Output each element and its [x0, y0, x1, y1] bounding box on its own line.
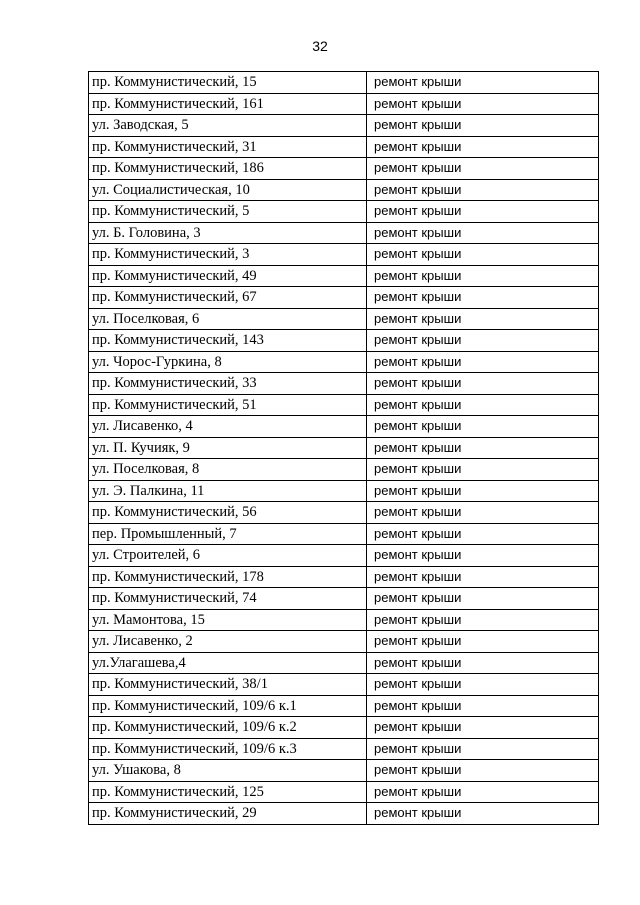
work-type-cell: ремонт крыши — [367, 265, 599, 287]
address-cell: пр. Коммунистический, 109/6 к.2 — [89, 717, 367, 739]
table-row — [89, 158, 599, 180]
address-cell: ул. Чорос-Гуркина, 8 — [89, 351, 367, 373]
table-row — [89, 330, 599, 352]
address-cell: пр. Коммунистический, 29 — [89, 803, 367, 825]
table-row — [89, 351, 599, 373]
address-cell: ул. Строителей, 6 — [89, 545, 367, 567]
work-type-cell: ремонт крыши — [367, 244, 599, 266]
address-cell: ул. Лисавенко, 4 — [89, 416, 367, 438]
work-type-cell: ремонт крыши — [367, 717, 599, 739]
work-type-cell: ремонт крыши — [367, 115, 599, 137]
table-row — [89, 781, 599, 803]
roof-repair-table — [88, 71, 599, 825]
table-row — [89, 437, 599, 459]
address-cell: пр. Коммунистический, 15 — [89, 72, 367, 94]
work-type-cell: ремонт крыши — [367, 609, 599, 631]
work-type-cell: ремонт крыши — [367, 287, 599, 309]
work-type-cell: ремонт крыши — [367, 459, 599, 481]
table-row — [89, 523, 599, 545]
work-type-cell: ремонт крыши — [367, 738, 599, 760]
address-cell: пр. Коммунистический, 178 — [89, 566, 367, 588]
work-type-cell: ремонт крыши — [367, 566, 599, 588]
work-type-cell: ремонт крыши — [367, 695, 599, 717]
table-row — [89, 416, 599, 438]
address-cell: ул. П. Кучияк, 9 — [89, 437, 367, 459]
address-cell: пр. Коммунистический, 49 — [89, 265, 367, 287]
work-type-cell: ремонт крыши — [367, 72, 599, 94]
table-row — [89, 287, 599, 309]
address-cell: ул.Улагашева,4 — [89, 652, 367, 674]
work-type-cell: ремонт крыши — [367, 222, 599, 244]
table-row — [89, 222, 599, 244]
work-type-cell: ремонт крыши — [367, 437, 599, 459]
table-row — [89, 459, 599, 481]
table-row — [89, 545, 599, 567]
work-type-cell: ремонт крыши — [367, 760, 599, 782]
address-cell: ул. Ушакова, 8 — [89, 760, 367, 782]
work-type-cell: ремонт крыши — [367, 523, 599, 545]
work-type-cell: ремонт крыши — [367, 158, 599, 180]
table-row — [89, 609, 599, 631]
address-cell: пр. Коммунистический, 3 — [89, 244, 367, 266]
table-row — [89, 652, 599, 674]
address-cell: пр. Коммунистический, 5 — [89, 201, 367, 223]
table-row — [89, 265, 599, 287]
work-type-cell: ремонт крыши — [367, 201, 599, 223]
table-row — [89, 115, 599, 137]
address-cell: пр. Коммунистический, 33 — [89, 373, 367, 395]
address-cell: пр. Коммунистический, 51 — [89, 394, 367, 416]
work-type-cell: ремонт крыши — [367, 545, 599, 567]
table-row — [89, 717, 599, 739]
table-row — [89, 760, 599, 782]
work-type-cell: ремонт крыши — [367, 480, 599, 502]
address-cell: пр. Коммунистический, 74 — [89, 588, 367, 610]
address-cell: ул. Заводская, 5 — [89, 115, 367, 137]
work-type-cell: ремонт крыши — [367, 308, 599, 330]
work-type-cell: ремонт крыши — [367, 674, 599, 696]
address-cell: пр. Коммунистический, 56 — [89, 502, 367, 524]
page-number: 32 — [312, 38, 328, 54]
address-cell: пр. Коммунистический, 67 — [89, 287, 367, 309]
work-type-cell: ремонт крыши — [367, 502, 599, 524]
table-row — [89, 201, 599, 223]
work-type-cell: ремонт крыши — [367, 136, 599, 158]
work-type-cell: ремонт крыши — [367, 803, 599, 825]
table-row — [89, 179, 599, 201]
work-type-cell: ремонт крыши — [367, 652, 599, 674]
table-row — [89, 631, 599, 653]
work-type-cell: ремонт крыши — [367, 330, 599, 352]
table-row — [89, 803, 599, 825]
table-row — [89, 72, 599, 94]
address-cell: ул. Лисавенко, 2 — [89, 631, 367, 653]
address-cell: ул. Поселковая, 8 — [89, 459, 367, 481]
address-cell: ул. Мамонтова, 15 — [89, 609, 367, 631]
table-row — [89, 695, 599, 717]
work-type-cell: ремонт крыши — [367, 93, 599, 115]
address-cell: пер. Промышленный, 7 — [89, 523, 367, 545]
address-cell: пр. Коммунистический, 143 — [89, 330, 367, 352]
work-type-cell: ремонт крыши — [367, 373, 599, 395]
table-row — [89, 588, 599, 610]
address-cell: ул. Э. Палкина, 11 — [89, 480, 367, 502]
work-type-cell: ремонт крыши — [367, 394, 599, 416]
address-cell: ул. Поселковая, 6 — [89, 308, 367, 330]
address-cell: пр. Коммунистический, 38/1 — [89, 674, 367, 696]
address-cell: пр. Коммунистический, 109/6 к.1 — [89, 695, 367, 717]
table-row — [89, 373, 599, 395]
address-cell: пр. Коммунистический, 161 — [89, 93, 367, 115]
address-cell: ул. Б. Головина, 3 — [89, 222, 367, 244]
table-row — [89, 93, 599, 115]
work-type-cell: ремонт крыши — [367, 781, 599, 803]
table-row — [89, 674, 599, 696]
table-row — [89, 244, 599, 266]
table-row — [89, 136, 599, 158]
address-cell: пр. Коммунистический, 125 — [89, 781, 367, 803]
work-type-cell: ремонт крыши — [367, 588, 599, 610]
address-cell: пр. Коммунистический, 109/6 к.3 — [89, 738, 367, 760]
work-type-cell: ремонт крыши — [367, 416, 599, 438]
work-type-cell: ремонт крыши — [367, 179, 599, 201]
work-type-cell: ремонт крыши — [367, 351, 599, 373]
table-row — [89, 738, 599, 760]
table-row — [89, 308, 599, 330]
table-row — [89, 566, 599, 588]
address-cell: пр. Коммунистический, 31 — [89, 136, 367, 158]
table-row — [89, 480, 599, 502]
work-type-cell: ремонт крыши — [367, 631, 599, 653]
table-body — [89, 72, 599, 825]
table-row — [89, 394, 599, 416]
address-cell: ул. Социалистическая, 10 — [89, 179, 367, 201]
address-cell: пр. Коммунистический, 186 — [89, 158, 367, 180]
table-row — [89, 502, 599, 524]
